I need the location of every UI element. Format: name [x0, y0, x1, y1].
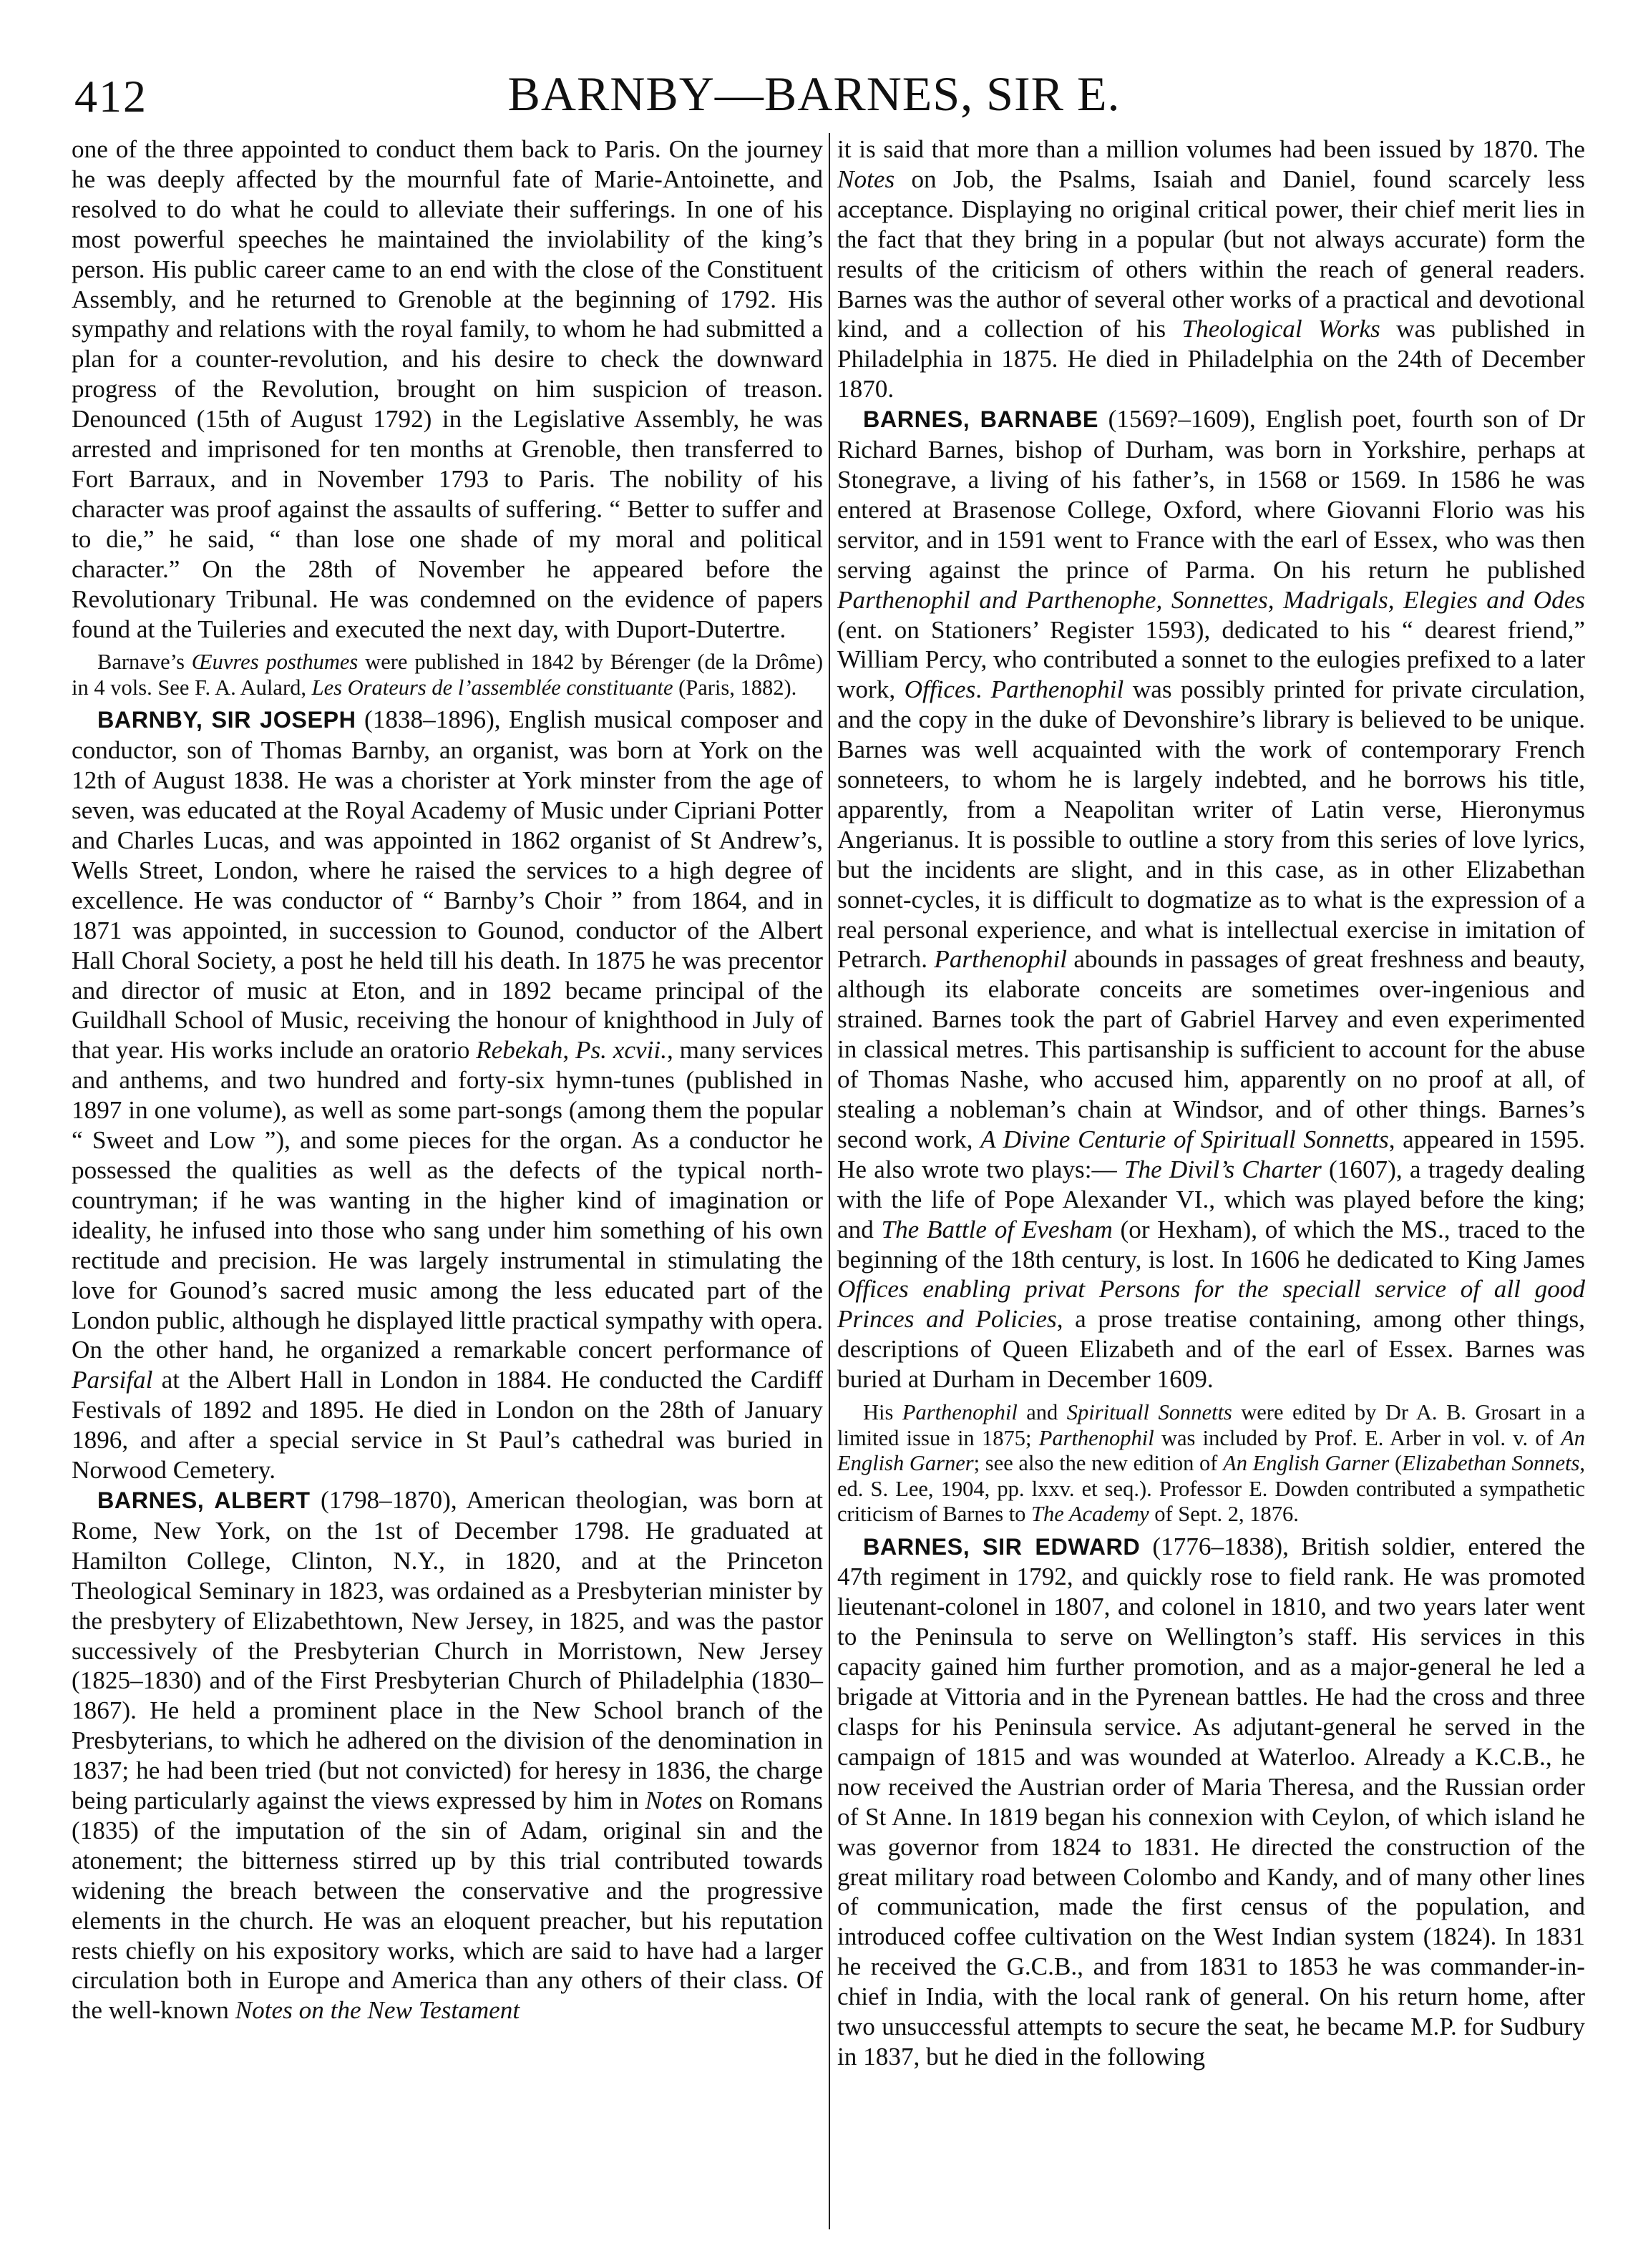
- text-run: (1798–1870), American theologian, was born at Rome, New York, on the 1st of December 1798. He graduated at Hamilton College, Clinton, N.Y., in 1820, and at the Princeton Theological Seminary in 1823, was ordained as a Presbyterian minister by the presbytery of Elizabethtown, New Jersey, in 1825, and was the pastor successively of the Presbyterian Church in Morristown, New Jersey (1825–1830) and of the First Presbyterian Church of Philadelphia (1830–1867). He held a prominent place in the New School branch of the Presbyterians, to which he adhered on the division of the denomination in 1837; he had been tried (but not convicted) for heresy in 1836, the charge being particularly against the views expressed by him in: [72, 1485, 823, 1815]
- italic-title: Ps. xcvii.: [575, 1036, 668, 1065]
- bibliography-note: [837, 1400, 1585, 1528]
- italic-title: Rebekah: [476, 1036, 563, 1065]
- italic-title: Parthenophil: [902, 1400, 1018, 1425]
- italic-title: Œuvres posthumes: [191, 650, 359, 675]
- entry-heading: BARNES, SIR EDWARD: [863, 1533, 1141, 1560]
- article-paragraph: [837, 1532, 1585, 2072]
- italic-title: Parsifal: [72, 1366, 153, 1394]
- text-run: and: [1017, 1400, 1067, 1425]
- text-run: , many services and anthems, and two hundred and forty-six hymn-tunes (published in 1897 in one volume), as well as some part-songs (among them the popular “ Sweet and Low ”), and some pieces for the organ. As a conductor he possessed the qualities as well as the defects of the typical north-countryman; if he was wanting in the higher kind of imagination or ideality, he infused into those who sang under him something of his own rectitude and precision. He was largely instrumental in stimulating the love for Gounod’s sacred music among the less educated part of the London public, although he displayed little practical sympathy with opera. On the other hand, he organized a remarkable concert performance of: [72, 1036, 824, 1364]
- right-column: [837, 135, 1585, 2072]
- page-number: 412: [74, 71, 147, 122]
- text-run: Barnave’s: [97, 650, 192, 675]
- article-paragraph: [72, 135, 823, 644]
- left-column: [72, 135, 823, 2025]
- text-run: on Romans (1835) of the imputation of the sin of Adam, original sin and the atonement; the bitterness stirred up by this trial contributed towards widening the breach between the conservative and the progressive elements in the church. He was an eloquent preacher, but his reputation rests chiefly on his expository works, which are said to have had a larger circulation both in Europe and America than any others of their class. Of the well-known: [72, 1786, 824, 2025]
- text-run: .: [975, 675, 991, 704]
- italic-title: The Academy: [1031, 1502, 1149, 1527]
- italic-title: Parthenophil: [1038, 1425, 1154, 1450]
- italic-title: The Battle of Evesham: [881, 1215, 1113, 1243]
- article-paragraph: [837, 135, 1585, 404]
- column-divider: [829, 133, 830, 2229]
- italic-title: Notes on the New Testament: [235, 1996, 520, 2025]
- italic-title: Les Orateurs de l’assemblée constituante: [311, 675, 673, 700]
- text-run: , ed. S. Lee, 1904, pp. lxxv. et seq.). Professor E. Dowden contributed a sympathetic criticism of Barnes to: [837, 1451, 1585, 1527]
- entry-heading: BARNBY, SIR JOSEPH: [97, 707, 356, 733]
- text-run: was published in Philadelphia in 1875. He died in Philadelphia on the 24th of December 1870.: [837, 315, 1585, 404]
- entry-heading: BARNES, ALBERT: [97, 1487, 311, 1513]
- italic-title: Spirituall Sonnetts: [1066, 1400, 1232, 1425]
- text-run: were edited by Dr A. B. Grosart in a limited issue in 1875;: [837, 1400, 1585, 1450]
- text-run: (1607), a tragedy dealing with the life of Pope Alexander VI., which was played before the king; and: [837, 1155, 1585, 1243]
- italic-title: Parthenophil and Parthenophe, Sonnettes, Madrigals, Elegies and Odes: [837, 585, 1585, 614]
- italic-title: Parthenophil: [934, 945, 1068, 974]
- text-run: ; see also the new edition of: [973, 1451, 1224, 1476]
- text-run: (ent. on Stationers’ Register 1593), dedicated to his “ dearest friend,” William Percy, who contributed a sonnet to the eulogies prefixed to a later work,: [837, 615, 1585, 704]
- text-run: one of the three appointed to conduct them back to Paris. On the journey he was deeply affected by the mournful fate of Marie-Antoinette, and resolved to do what he could to alleviate their sufferings. In one of his most powerful speeches he maintained the inviolability of the king’s person. His public career came to an end with the close of the Constituent Assembly, and he returned to Grenoble at the beginning of 1792. His sympathy and relations with the royal family, to whom he had submitted a plan for a counter-revolution, and his desire to check the downward progress of the Revolution, brought on him suspicion of treason. Denounced (15th of August 1792) in the Legislative Assembly, he was arrested and imprisoned for ten months at Grenoble, then transferred to Fort Barraux, and in November 1793 to Paris. The nobility of his character was proof against the assaults of suffering. “ Better to suffer and to die,” he said, “ than lose one shade of my moral and political character.” On the 28th of November he appeared before the Revolutionary Tribunal. He was condemned on the evidence of papers found at the Tuileries and executed the next day, with Duport-Dutertre.: [72, 135, 823, 643]
- text-run: , appeared in 1595. He also wrote two plays:—: [837, 1125, 1585, 1183]
- italic-title: Notes: [837, 165, 895, 193]
- article-paragraph: [72, 705, 823, 1485]
- text-run: was possibly printed for private circulation, and the copy in the duke of Devonshire’s library is believed to be unique. Barnes was well acquainted with the work of contemporary French sonneteers, to whom he is largely indebted, and he borrows his title, apparently, from a Neapolitan writer of Latin verse, Hieronymus Angerianus. It is possible to outline a story from this series of love lyrics, but the incidents are slight, and in this case, as in other Elizabethan sonnet-cycles, it is difficult to dogmatize as to what is the expression of a real personal experience, and what is intellectual exercise in imitation of Petrarch.: [837, 675, 1586, 974]
- text-run: , a prose treatise containing, among other things, descriptions of Queen Elizabeth and of the earl of Essex. Barnes was buried at Durham in December 1609.: [837, 1305, 1585, 1394]
- italic-title: Elizabethan Sonnets: [1402, 1451, 1580, 1476]
- text-run: (1838–1896), English musical composer and conductor, son of Thomas Barnby, an organist, was born at York on the 12th of August 1838. He was a chorister at York minster from the age of seven, was educated at the Royal Academy of Music under Cipriani Potter and Charles Lucas, and was appointed in 1862 organist of St Andrew’s, Wells Street, London, where he raised the services to a high degree of excellence. He was conductor of “ Barnby’s Choir ” from 1864, and in 1871 was appointed, in succession to Gounod, conductor of the Albert Hall Choral Society, a post he held till his death. In 1875 he was precentor and director of music at Eton, and in 1892 became principal of the Guildhall School of Music, receiving the honour of knighthood in July of that year. His works include an oratorio: [72, 705, 823, 1065]
- text-run: at the Albert Hall in London in 1884. He conducted the Cardiff Festivals of 1892 and 1895. He died in London on the 28th of January 1896, and after a special service in St Paul’s cathedral was buried in Norwood Cemetery.: [72, 1366, 823, 1485]
- italic-title: The Divil’s Charter: [1123, 1155, 1322, 1183]
- text-run: on Job, the Psalms, Isaiah and Daniel, found scarcely less acceptance. Displaying no original critical power, their chief merit lies in the fact that they bring in a popular (but not always accurate) form the results of the criticism of others within the reach of general readers. Barnes was the author of several other works of a practical and devotional kind, and a collection of his: [837, 165, 1585, 343]
- text-run: abounds in passages of great freshness and beauty, although its elaborate conceits are sometimes over-ingenious and strained. Barnes took the part of Gabriel Harvey and even experimented in classical metres. This partisanship is sufficient to account for the abuse of Thomas Nashe, who accused him, apparently on no proof at all, of stealing a nobleman’s chain at Windsor, and of other things. Barnes’s second work,: [837, 945, 1585, 1153]
- text-run: His: [863, 1400, 902, 1425]
- page-title: BARNBY—BARNES, SIR E.: [507, 67, 1121, 121]
- text-run: (: [1389, 1451, 1403, 1476]
- italic-title: An English Garner: [837, 1425, 1585, 1476]
- text-run: was included by Prof. E. Arber in vol. v. of: [1154, 1425, 1561, 1450]
- text-run: (1776–1838), British soldier, entered the 47th regiment in 1792, and quickly rose to field rank. He was promoted lieutenant-colonel in 1807, and colonel in 1810, and two years later went to the Peninsula to serve on Wellington’s staff. His services in this capacity gained him further promotion, and as a major-general he led a brigade at Vittoria and in the Pyrenean battles. He had the cross and three clasps for his Peninsula service. As adjutant-general he served in the campaign of 1815 and was wounded at Waterloo. Already a K.C.B., he now received the Austrian order of Maria Theresa, and the Russian order of St Anne. In 1819 began his connexion with Ceylon, of which island he was governor from 1824 to 1831. He directed the construction of the great military road between Colombo and Kandy, and of many other lines of communication, made the first census of the population, and introduced coffee cultivation on the West Indian system (1824). In 1831 he received the G.C.B., and from 1831 to 1853 he was commander-in-chief in India, with the local rank of general. On his return home, after two unsuccessful attempts to secure the seat, he became M.P. for Sudbury in 1837, but he died in the following: [837, 1532, 1585, 2071]
- text-run: ,: [562, 1036, 575, 1065]
- italic-title: Offices: [904, 675, 976, 704]
- italic-title: A Divine Centurie of Spirituall Sonnetts: [980, 1125, 1389, 1153]
- article-paragraph: [72, 1485, 823, 2025]
- entry-heading: BARNES, BARNABE: [863, 406, 1098, 433]
- italic-title: Parthenophil: [990, 675, 1124, 704]
- article-paragraph: [837, 404, 1585, 1394]
- text-run: (or Hexham), of which the MS., traced to the beginning of the 18th century, is lost. In 1606 he dedicated to King James: [837, 1215, 1585, 1274]
- italic-title: Theological Works: [1181, 315, 1380, 343]
- text-run: (1569?–1609), English poet, fourth son of Dr Richard Barnes, bishop of Durham, was born in Yorkshire, perhaps at Stonegrave, a living of his father’s, in 1568 or 1569. In 1586 he was entered at Brasenose College, Oxford, where Giovanni Florio was his servitor, and in 1591 went to France with the earl of Essex, who was then serving against the prince of Parma. On his return he published: [837, 405, 1585, 584]
- italic-title: Notes: [645, 1786, 703, 1815]
- text-run: it is said that more than a million volumes had been issued by 1870. The: [837, 135, 1585, 163]
- bibliography-note: [72, 650, 823, 700]
- text-run: of Sept. 2, 1876.: [1149, 1502, 1299, 1527]
- italic-title: Offices enabling privat Persons for the speciall service of all good Princes and Policies: [837, 1275, 1585, 1334]
- text-run: were published in 1842 by Bérenger (de la Drôme) in 4 vols. See F. A. Aulard,: [72, 650, 823, 700]
- italic-title: An English Garner: [1223, 1451, 1390, 1476]
- text-run: (Paris, 1882).: [673, 675, 797, 700]
